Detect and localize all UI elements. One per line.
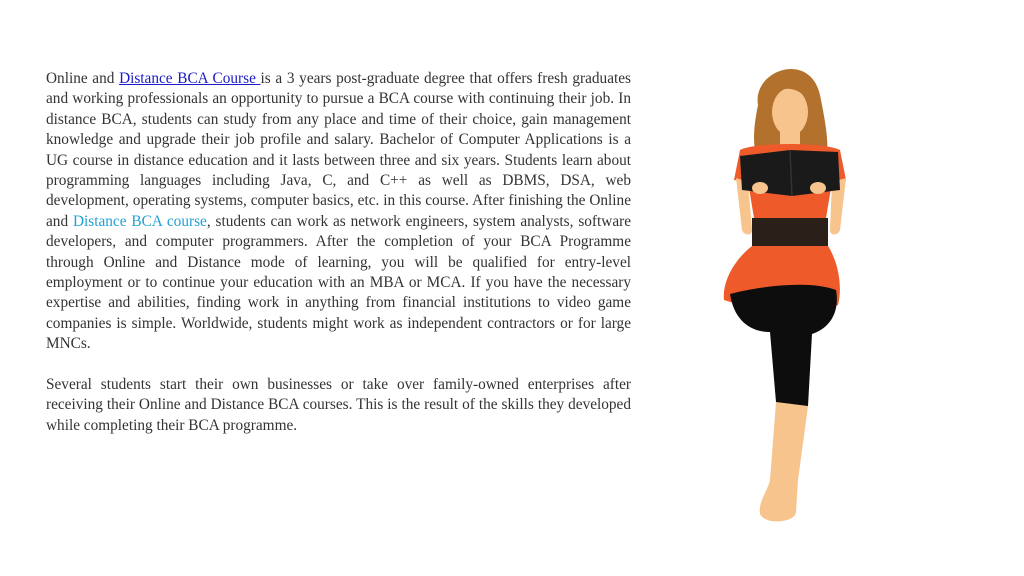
woman-reading-book-icon <box>700 50 880 530</box>
face <box>772 88 808 136</box>
body-text <box>46 69 631 436</box>
paragraph-1-tail: , students can work as network engineers, system analysts, software developers, and computer programmers. After the completion of your BCA Programme through Online and Distance mode of learning, you will be qualified for entry-level employment or to continue your education with an MBA or MCA. If you have the necessary expertise and abilities, finding work in anything from financial institutions to video game companies is simple. Worldwide, students might work as independent contractors or for large MNCs. <box>46 212 631 353</box>
leggings <box>730 285 837 410</box>
paragraph-1-body: is a 3 years post-graduate degree that offers fresh graduates and working professionals an opportunity to pursue a BCA course with continuing their job. In distance BCA, students can study from any place and time of their choice, gain management knowledge and upgrade their job profile and salary. Bachelor of Computer Applications is a UG course in distance education and it lasts between three and six years. Students learn about programming languages including Java, C, and C++ as well as DBMS, DSA, web development, operating systems, computer basics, etc. in this course. After finishing the Online and <box>46 70 631 230</box>
distance-bca-course-link[interactable]: Distance BCA Course <box>119 70 261 87</box>
paragraph-1 <box>46 69 631 355</box>
distance-bca-course-link-2[interactable]: Distance BCA course <box>72 212 207 230</box>
lower-leg <box>760 402 808 521</box>
paragraph-1-intro: Online and <box>46 70 120 87</box>
paragraph-2: Several students start their own businesses or take over family-owned enterprises after receiving their Online and Distance BCA courses. This is the result of the skills they developed while completing their BCA programme. <box>46 375 631 434</box>
left-hand <box>752 182 768 194</box>
right-hand <box>810 182 826 194</box>
belt <box>752 218 828 246</box>
